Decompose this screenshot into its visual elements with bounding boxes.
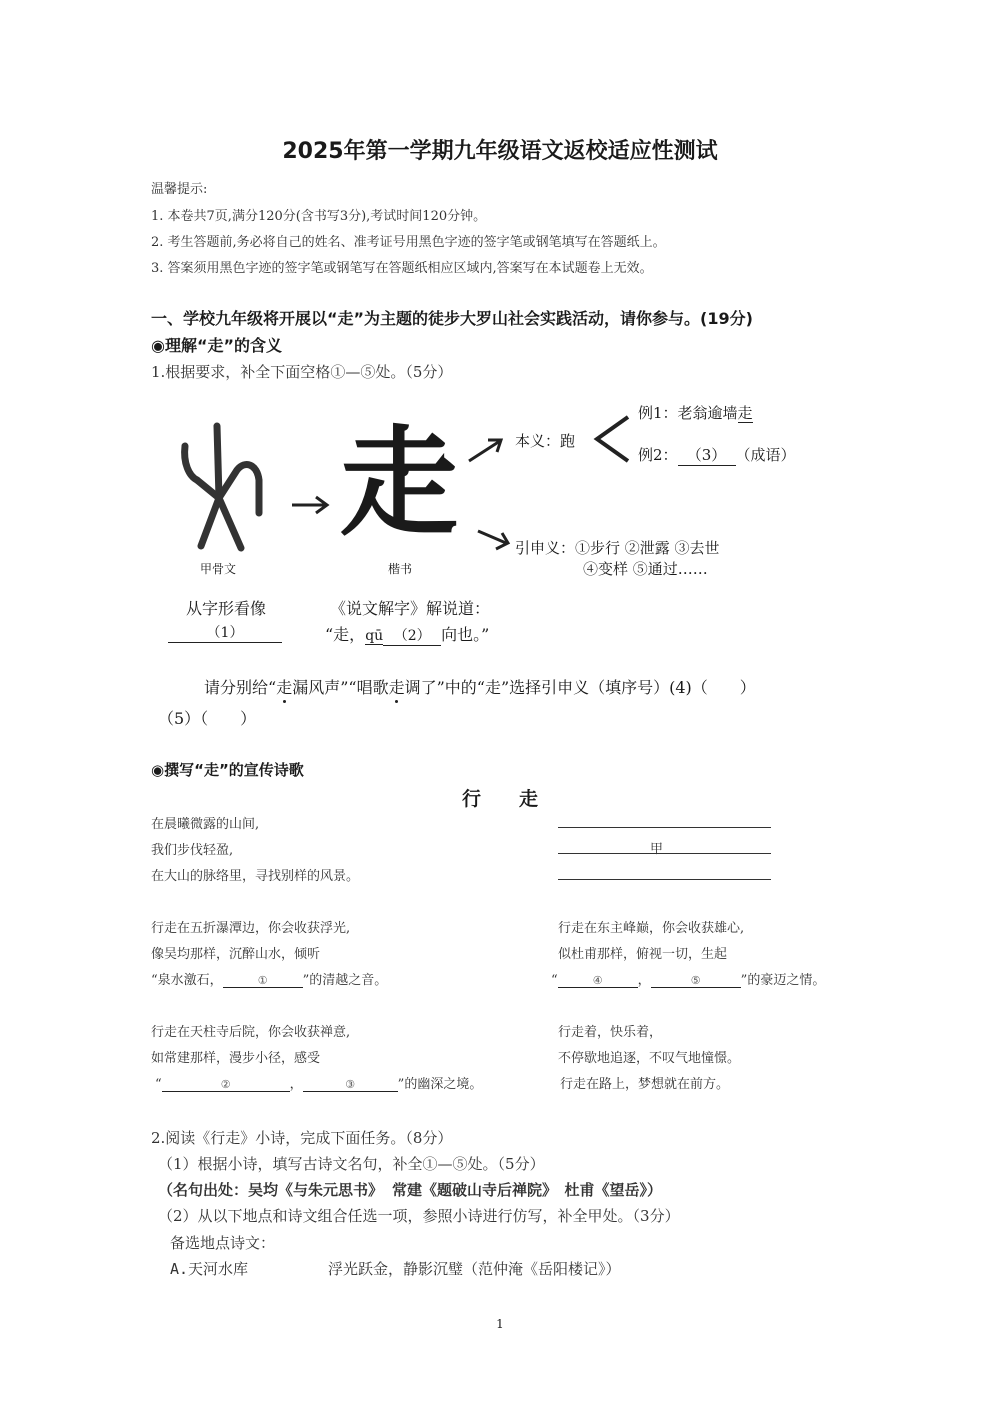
stanza5-line2: 不停歇地追逐，不叹气地憧憬。: [558, 1051, 741, 1066]
question-2-source: （名句出处：吴均《与朱元思书》 常建《题破山寺后禅院》 杜甫《望岳》）: [158, 1181, 663, 1199]
question-2-2: （2）从以下地点和诗文组合任选一项，参照小诗进行仿写，补全甲处。（3分）: [158, 1207, 680, 1225]
stanza4-line1: 行走在天柱寺后院，你会收获禅意,: [151, 1025, 351, 1040]
yinshen-label: 引申义：①步行 ②泄露 ③去世: [515, 539, 720, 557]
jia-blank-line-2[interactable]: [558, 853, 771, 854]
tips-heading: 温馨提示:: [151, 182, 208, 197]
blank-c3[interactable]: ③: [303, 1078, 398, 1092]
blank-c5[interactable]: ⑤: [651, 974, 741, 988]
jia-label: 甲: [650, 842, 664, 857]
jia-blank-line-3[interactable]: [558, 879, 771, 880]
tip-item-2: 2. 考生答题前,务必将自己的姓名、准考证号用黑色字迹的签字笔或钢笔填写在答题纸上。: [151, 235, 666, 250]
stanza2-line1: 行走在五折瀑潭边，你会收获浮光,: [151, 921, 351, 936]
page-title: 2025年第一学期九年级语文返校适应性测试: [282, 139, 718, 164]
stanza1-line3: 在大山的脉络里，寻找别样的风景。: [151, 869, 360, 884]
blank-c4[interactable]: ④: [558, 974, 638, 988]
stanza4-line2: 如常建那样，漫步小径，感受: [151, 1051, 321, 1066]
choose-meaning-question: 请分别给“走漏风声”“唱歌走调了”中的“走”选择引申义（填序号）(4)（ ）: [204, 678, 756, 697]
arrow-right-icon: [290, 494, 332, 516]
stanza2-line3: “泉水激石， ① ”的清越之音。: [151, 973, 388, 988]
stanza5-line3: 行走在路上，梦想就在前方。: [560, 1077, 730, 1092]
arrow-down-right-icon: [476, 527, 512, 553]
oracle-bone-zou-icon: [175, 418, 270, 558]
jia-blank-line-1[interactable]: [558, 827, 771, 828]
stanza4-line3: “ ② ， ③ ”的幽深之境。: [155, 1077, 483, 1092]
oracle-label: 甲骨文: [200, 562, 237, 576]
question-2-1: （1）根据小诗，填写古诗文名句，补全①—⑤处。（5分）: [158, 1155, 545, 1173]
blank-c1[interactable]: ①: [223, 974, 303, 988]
tip-item-1: 1. 本卷共7页,满分120分(含书写3分),考试时间120分钟。: [151, 209, 487, 224]
question-1: 1.根据要求，补全下面空格①—⑤处。（5分）: [151, 363, 453, 381]
part1-heading: ◉理解“走”的含义: [151, 336, 282, 355]
stanza5-line1: 行走着，快乐着，: [558, 1025, 663, 1040]
example-1: 例1：老翁逾墙走: [638, 404, 753, 422]
tip-item-3: 3. 答案须用黑色字迹的签字笔或钢笔写在答题纸相应区域内,答案写在本试题卷上无效。: [151, 261, 653, 276]
blank-3[interactable]: （3）: [678, 444, 736, 466]
choose-meaning-line2: （5）（ ）: [158, 709, 257, 728]
stanza3-line1: 行走在东主峰巅，你会收获雄心,: [558, 921, 745, 936]
blank-c2[interactable]: ②: [162, 1078, 290, 1092]
stanza2-line2: 像吴均那样，沉醉山水，倾听: [151, 947, 321, 962]
kaishu-label: 楷书: [388, 562, 413, 576]
example-2: 例2： （3） （成语）: [638, 446, 796, 464]
poem-title: 行 走: [461, 788, 538, 810]
shuowen-label: 《说文解字》解说道：: [330, 599, 491, 618]
kaishu-zou-char: 走: [340, 413, 459, 552]
option-a-place: A.天河水库: [170, 1260, 249, 1278]
blank-2[interactable]: （2）: [383, 625, 441, 646]
option-a-text: 浮光跃金，静影沉璧（范仲淹《岳阳楼记》）: [328, 1260, 621, 1278]
benyi-label: 本义：跑: [515, 432, 576, 450]
stanza3-line2: 似杜甫那样，俯视一切，生起: [558, 947, 728, 962]
page-number: 1: [496, 1317, 504, 1331]
arrow-up-right-icon: [466, 436, 506, 464]
section1-heading: 一、学校九年级将开展以“走”为主题的徒步大罗山社会实践活动，请你参与。(19分): [151, 309, 753, 328]
shuowen-quote: “走，qū （2） 向也。”: [325, 625, 490, 644]
part2-heading: ◉撰写“走”的宣传诗歌: [151, 761, 304, 779]
bracket-icon: [592, 414, 632, 464]
options-label: 备选地点诗文：: [170, 1234, 276, 1252]
blank-1[interactable]: （1）: [168, 622, 282, 643]
stanza1-line1: 在晨曦微露的山间,: [151, 817, 260, 832]
stanza3-line3: “ ④ ， ⑤ ”的豪迈之情。: [551, 973, 826, 988]
yinshen-line2: ④变样 ⑤通过……: [583, 560, 708, 578]
stanza1-line2: 我们步伐轻盈,: [151, 843, 234, 858]
shape-label: 从字形看像: [186, 599, 267, 618]
question-2: 2.阅读《行走》小诗，完成下面任务。（8分）: [151, 1129, 453, 1147]
